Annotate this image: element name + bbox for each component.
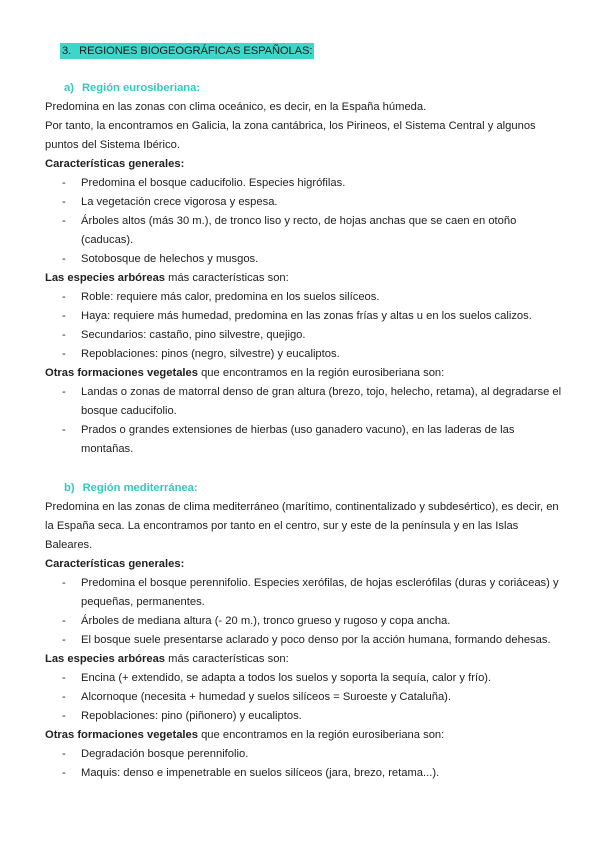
list-item: - Prados o grandes extensiones de hierbas (uso ganadero vacuno), en las laderas de las montañas. xyxy=(62,424,515,455)
list-item: - Árboles de mediana altura (- 20 m.), tronco grueso y rugoso y copa ancha. xyxy=(62,615,451,627)
section-heading-wrap xyxy=(60,42,314,61)
region-b-other-heading: Otras formaciones vegetales que encontramos en la región eurosiberiana son: xyxy=(45,729,445,741)
list-item: - Haya: requiere más humedad, predomina en las zonas frías y altas u en los suelos calizos. xyxy=(62,310,532,322)
list-item: - Predomina el bosque perennifolio. Especies xerófilas, de hojas esclerófilas (duras y coriáceas) y pequeñas, permanentes. xyxy=(62,577,559,608)
list-item: - Repoblaciones: pino (piñonero) y eucaliptos. xyxy=(62,710,302,722)
list-item: - Roble: requiere más calor, predomina en los suelos silíceos. xyxy=(62,291,380,303)
region-b-trees-heading: Las especies arbóreas más características son: xyxy=(45,653,289,665)
region-a-intro-2: Por tanto, la encontramos en Galicia, la zona cantábrica, los Pirineos, el Sistema Central y algunos puntos del Sistema Ibérico. xyxy=(45,120,536,151)
region-b-title xyxy=(64,479,565,498)
list-item: - El bosque suele presentarse aclarado y poco denso por la acción humana, formando dehesas. xyxy=(62,634,551,646)
list-item: - Landas o zonas de matorral denso de gran altura (brezo, tojo, helecho, retama), al degradarse el bosque caducifolio. xyxy=(62,386,562,417)
region-b-other-list xyxy=(45,745,565,783)
region-a-other-list xyxy=(45,383,565,459)
region-b-trees-list xyxy=(45,669,565,726)
list-item: - Alcornoque (necesita + humedad y suelos silíceos = Suroeste y Cataluña). xyxy=(62,691,452,703)
region-a xyxy=(45,79,565,459)
list-item: - Degradación bosque perennifolio. xyxy=(62,748,249,760)
region-a-general-title: Características generales: xyxy=(45,158,185,170)
region-a-name: Región eurosiberiana: xyxy=(81,82,201,94)
region-b-name: Región mediterránea: xyxy=(82,482,198,494)
region-b-letter: b) xyxy=(64,482,75,494)
region-b-general-list xyxy=(45,574,565,650)
list-item: - La vegetación crece vigorosa y espesa. xyxy=(62,196,278,208)
list-item: - Predomina el bosque caducifolio. Especies higrófilas. xyxy=(62,177,346,189)
region-a-trees-heading: Las especies arbóreas más características son: xyxy=(45,272,289,284)
region-a-letter: a) xyxy=(64,82,74,94)
section-number: 3. xyxy=(62,45,72,57)
section-title: REGIONES BIOGEOGRÁFICAS ESPAÑOLAS: xyxy=(79,45,313,57)
list-item: - Repoblaciones: pinos (negro, silvestre) y eucaliptos. xyxy=(62,348,340,360)
region-b xyxy=(45,479,565,783)
section-heading xyxy=(60,43,314,59)
region-b-general-title: Características generales: xyxy=(45,558,185,570)
region-a-title xyxy=(64,79,565,98)
region-a-other-heading: Otras formaciones vegetales que encontramos en la región eurosiberiana son: xyxy=(45,367,445,379)
region-a-trees-list xyxy=(45,288,565,364)
list-item: - Encina (+ extendido, se adapta a todos los suelos y soporta la sequía, calor y frío). xyxy=(62,672,492,684)
list-item: - Árboles altos (más 30 m.), de tronco liso y recto, de hojas anchas que se caen en otoño (caducas). xyxy=(62,215,517,246)
region-b-intro-1: Predomina en las zonas de clima mediterráneo (marítimo, continentalizado y subdesértico), es decir, en la España seca. La encontramos por tanto en el centro, sur y este de la península y en las Islas Baleares. xyxy=(45,501,559,551)
list-item: - Maquis: denso e impenetrable en suelos silíceos (jara, brezo, retama...). xyxy=(62,767,440,779)
region-a-intro-1: Predomina en las zonas con clima oceánico, es decir, en la España húmeda. xyxy=(45,101,427,113)
region-a-general-list xyxy=(45,174,565,269)
list-item: - Sotobosque de helechos y musgos. xyxy=(62,253,259,265)
list-item: - Secundarios: castaño, pino silvestre, quejigo. xyxy=(62,329,306,341)
